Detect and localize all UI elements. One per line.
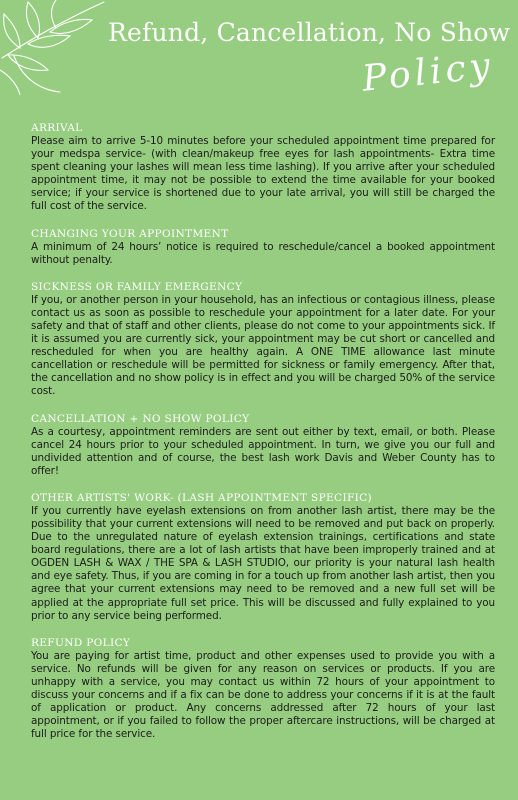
section-body: As a courtesy, appointment reminders are sent out either by text, email, or both. Please cancel 24 hours prior to your scheduled appointment. In turn, we give you our full and undivided attention and of course, the best lash work Davis and Weber County has to offer! <box>31 425 495 477</box>
section-heading: OTHER ARTISTS' WORK- (LASH APPOINTMENT SPECIFIC) <box>31 491 372 504</box>
section-refund <box>31 636 495 742</box>
section-changing-appointment <box>31 227 495 267</box>
section-heading: CANCELLATION + NO SHOW POLICY <box>31 412 250 425</box>
policy-content <box>31 121 495 754</box>
section-body: If you, or another person in your household, has an infectious or contagious illness, please contact us as soon as possible to reschedule your appointment for a later date. For your safety and that of staff and other clients, please do not come to your appointments sick. If it is assumed you are currently sick, your appointment may be cut short or cancelled and rescheduled for when you are healthy again. A ONE TIME allowance last minute cancellation or reschedule will be permitted for sickness or family emergency. After that, the cancellation and no show policy is in effect and you will be charged 50% of the service cost. <box>31 293 495 398</box>
leaf-sprig-icon <box>0 0 110 95</box>
section-cancellation <box>31 412 495 478</box>
section-heading: REFUND POLICY <box>31 636 131 649</box>
page-title: Refund, Cancellation, No Show <box>108 18 511 47</box>
section-body: If you currently have eyelash extensions on from another lash artist, there may be the possibility that your current extensions will need to be removed and put back on properly. Due to the unregulated nature of eyelash extension trainings, certifications and state board regulations, there are a lot of lash artists that have been improperly trained and at OGDEN LASH & WAX / THE SPA & LASH STUDIO, our priority is your natural lash health and eye safety. Thus, if you are coming in for a touch up from another lash artist, then you agree that your current extensions may need to be removed and a new full set will be applied at the appropriate full set price. This will be discussed and fully explained to you prior to any service being performed. <box>31 504 495 622</box>
section-sickness <box>31 280 495 399</box>
section-heading: CHANGING YOUR APPOINTMENT <box>31 227 229 240</box>
section-heading: ARRIVAL <box>31 122 83 134</box>
section-arrival <box>31 121 495 214</box>
page-subtitle: Policy <box>360 45 496 100</box>
section-heading: SICKNESS OR FAMILY EMERGENCY <box>31 280 243 293</box>
section-body: You are paying for artist time, product and other expenses used to provide you with a service. No refunds will be given for any reason on services or products. If you are unhappy with a service, you may contact us within 72 hours of your appointment to discuss your concerns and if a fix can be done to address your concerns if it is at the fault of application or product. Any concerns addressed after 72 hours of your last appointment, or if you failed to follow the proper aftercare instructions, will be charged at full price for the service. <box>31 649 495 741</box>
section-other-artists <box>31 491 495 623</box>
section-body: Please aim to arrive 5-10 minutes before your scheduled appointment time prepared for your medspa service- (with clean/makeup free eyes for lash appointments- Extra time spent cleaning your lashes will mean less time lashing). If you arrive after your scheduled appointment time, it may not be possible to extend the time available for your booked service; if your service is shortened due to your late arrival, you will still be charged the full cost of the service. <box>31 135 495 213</box>
section-body: A minimum of 24 hours’ notice is required to reschedule/cancel a booked appointment without penalty. <box>31 240 495 266</box>
